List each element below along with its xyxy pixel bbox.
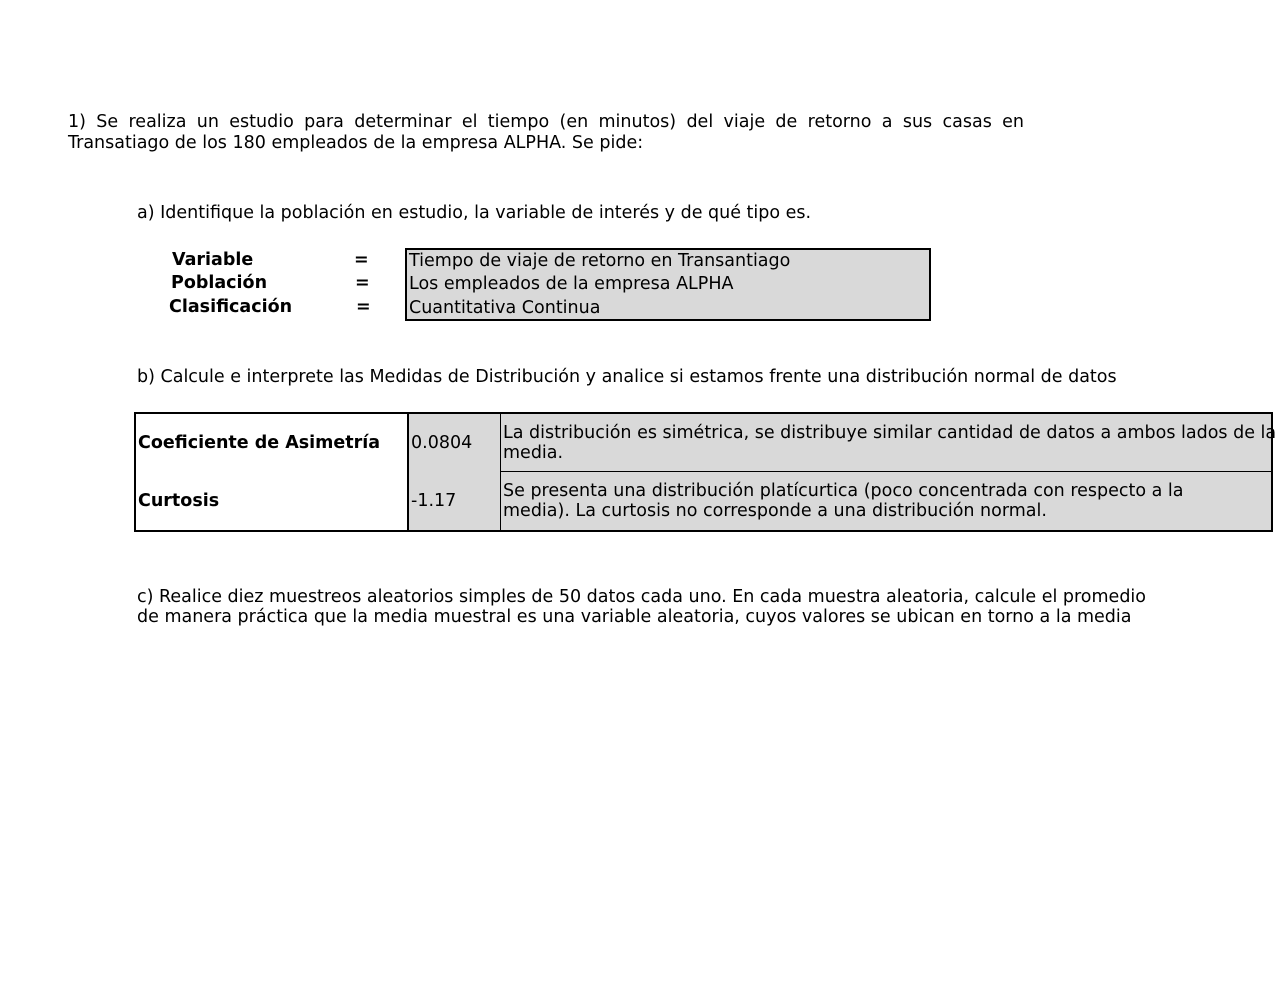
skewness-label: Coeficiente de Asimetría <box>136 414 407 472</box>
kurtosis-interpretation: Se presenta una distribución platícurtica (poco concentrada con respecto a la media). La curtosis no corresponde a una distribución normal. <box>500 472 1271 530</box>
question-c-line-1: c) Realice diez muestreos aleatorios simples de 50 datos cada uno. En cada muestra aleatoria, calcule el promedio <box>137 587 1147 607</box>
question-a: a) Identifique la población en estudio, la variable de interés y de qué tipo es. <box>137 203 812 223</box>
label-variable: Variable <box>172 250 254 270</box>
kurtosis-value: -1.17 <box>407 472 500 530</box>
question-c-clip <box>137 587 1147 633</box>
equals-poblacion: = <box>355 273 370 293</box>
measures-table <box>134 412 1277 532</box>
intro-line-2: Transatiago de los 180 empleados de la empresa ALPHA. Se pide: <box>68 133 644 153</box>
skewness-value: 0.0804 <box>407 414 500 472</box>
value-poblacion: Los empleados de la empresa ALPHA <box>409 274 734 294</box>
measures-table-clip <box>134 412 1277 532</box>
question-c-line-2: de manera práctica que la media muestral es una variable aleatoria, cuyos valores se ubican en torno a la media <box>137 607 1132 627</box>
skewness-interpretation: La distribución es simétrica, se distribuye similar cantidad de datos a ambos lados de la media. <box>500 414 1271 472</box>
question-b: b) Calcule e interprete las Medidas de Distribución y analice si estamos frente una distribución normal de datos <box>137 367 1117 387</box>
label-poblacion: Población <box>171 273 268 293</box>
kurtosis-label: Curtosis <box>136 472 407 530</box>
definitions-box <box>405 248 931 321</box>
value-variable: Tiempo de viaje de retorno en Transantiago <box>409 251 791 271</box>
equals-variable: = <box>354 250 369 270</box>
equals-clasificacion: = <box>356 297 371 317</box>
intro-line-1: 1) Se realiza un estudio para determinar el tiempo (en minutos) del viaje de retorno a sus casas en <box>68 112 1024 132</box>
intro-paragraph <box>68 112 1024 154</box>
label-clasificacion: Clasificación <box>169 297 293 317</box>
value-clasificacion: Cuantitativa Continua <box>409 298 601 318</box>
question-b-clip <box>137 367 1124 391</box>
